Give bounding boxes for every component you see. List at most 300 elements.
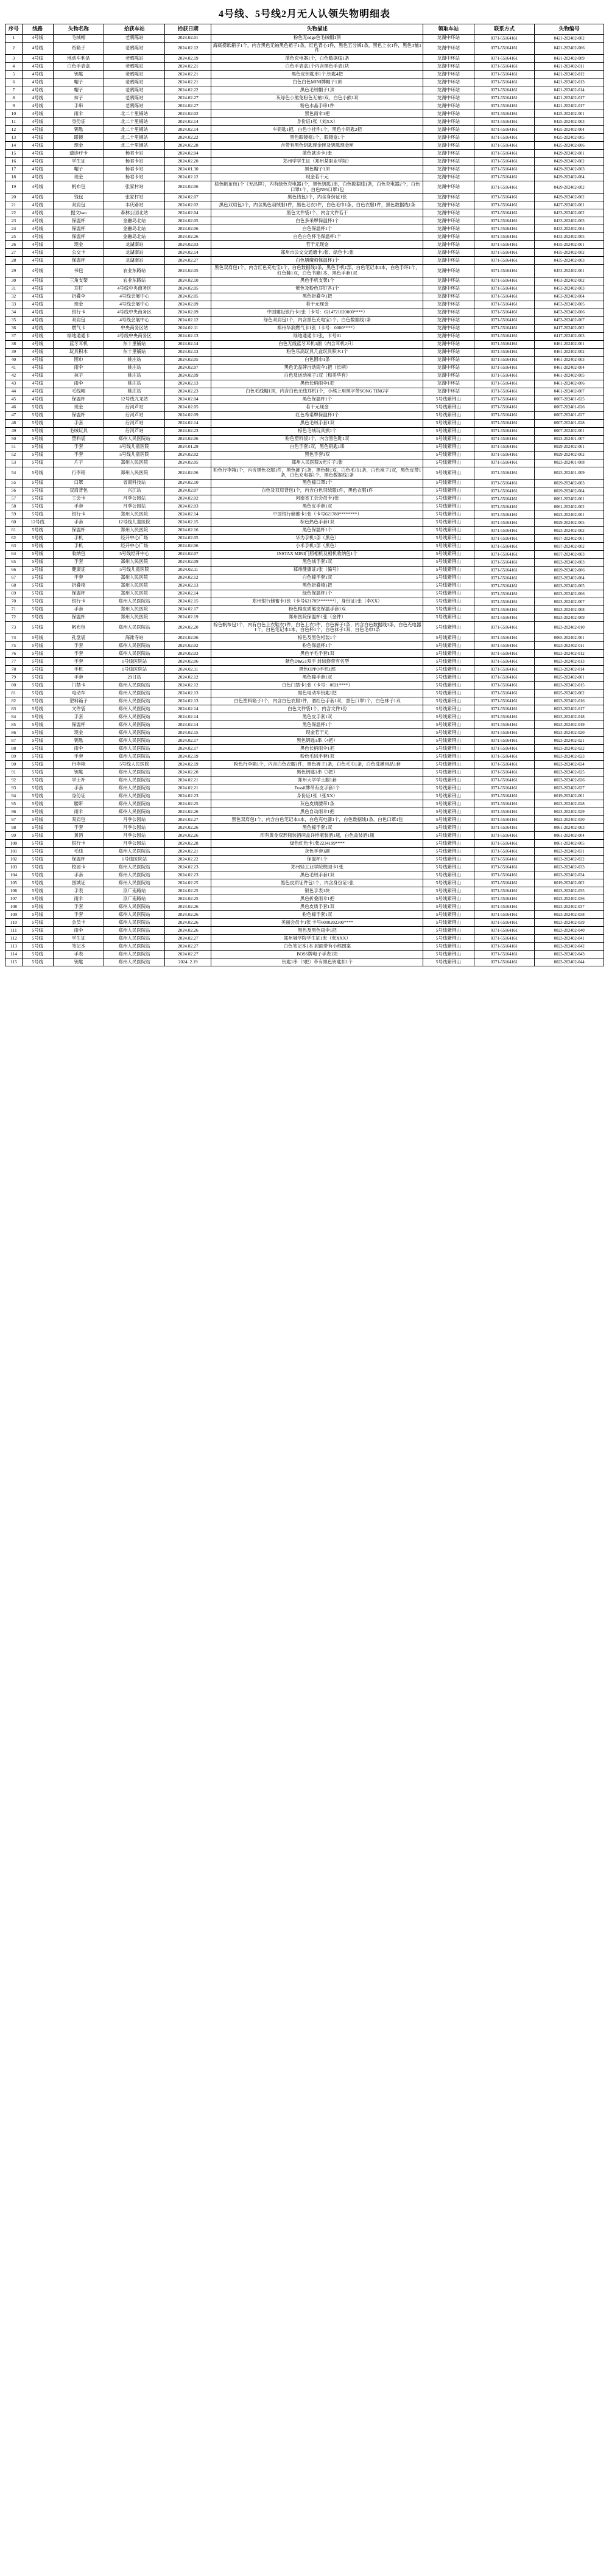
row-found-station: 郑州人民医院站 <box>104 689 165 697</box>
row-contact: 0371-55164161 <box>474 309 535 316</box>
row-item-name: 保温杯 <box>53 613 104 621</box>
row-description: 蓝色充电器1个，白色数据线1条 <box>211 55 423 63</box>
row-item-name: 塑料箱子 <box>53 697 104 705</box>
row-contact: 0371-55164161 <box>474 201 535 209</box>
row-description: 黑色眼镜框1个，眼镜盒1个 <box>211 134 423 142</box>
row-found-station: 老鸦陈站 <box>104 94 165 102</box>
row-item-number: 0435-202402-003 <box>535 257 604 265</box>
row-claim-station: 龙湖中环站 <box>423 277 474 285</box>
row-line: 4号线 <box>22 356 53 364</box>
row-description: 黑色绒手套1双 <box>211 558 423 566</box>
row-description: 棕色热色手套1双 <box>211 518 423 526</box>
row-item-number: 0461-202402-006 <box>535 380 604 388</box>
row-item-name: 帽子 <box>53 79 104 86</box>
row-line: 4号线 <box>22 110 53 118</box>
row-index: 1 <box>5 34 23 42</box>
row-item-number: 0061-202402-002 <box>535 503 604 511</box>
row-claim-station: 5号线紫荆山 <box>423 621 474 634</box>
row-contact: 0371-55164161 <box>474 225 535 233</box>
table-row <box>5 134 604 142</box>
row-index: 42 <box>5 372 23 380</box>
row-description: 若干元现金 <box>211 301 423 309</box>
row-line: 4号线 <box>22 332 53 340</box>
row-index: 41 <box>5 364 23 372</box>
row-found-date: 2024.02.14 <box>164 705 211 713</box>
row-index: 50 <box>5 435 23 443</box>
row-found-station: 郑州人民医院站 <box>104 621 165 634</box>
row-found-station: 郑州人民医院 <box>104 511 165 518</box>
row-contact: 0371-55164161 <box>474 951 535 958</box>
row-index: 3 <box>5 55 23 63</box>
row-item-number: 0453-202402-006 <box>535 309 604 316</box>
row-contact: 0371-55164161 <box>474 745 535 753</box>
row-index: 63 <box>5 542 23 550</box>
row-item-number: 0433-202402-002 <box>535 209 604 217</box>
row-found-date: 2024.02.17 <box>164 745 211 753</box>
row-claim-station: 5号线紫荆山 <box>423 895 474 903</box>
row-description: 黑色皮手套1双 <box>211 713 423 721</box>
row-contact: 0371-55164161 <box>474 558 535 566</box>
row-item-name: 手套 <box>53 824 104 832</box>
row-item-number: 0453-202402-002 <box>535 277 604 285</box>
row-item-number: 0023-202402-040 <box>535 927 604 935</box>
table-row <box>5 194 604 201</box>
row-item-name: 双肩包 <box>53 316 104 324</box>
row-item-name: 雨伞 <box>53 808 104 816</box>
row-item-number: 0023-202402-013 <box>535 658 604 666</box>
row-found-station: 郑州人民医院站 <box>104 682 165 689</box>
row-item-number: 0023-202402-019 <box>535 721 604 729</box>
table-row <box>5 427 604 435</box>
row-item-number: 0023-202402-031 <box>535 848 604 856</box>
row-line: 5号线 <box>22 419 53 427</box>
row-item-number: 0461-202402-005 <box>535 372 604 380</box>
lost-items-document <box>0 0 609 975</box>
row-item-number: 0023-202402-039 <box>535 919 604 927</box>
row-line: 5号线 <box>22 879 53 887</box>
row-line: 5号线 <box>22 832 53 840</box>
table-row <box>5 63 604 71</box>
row-claim-station: 5号线紫荆山 <box>423 642 474 650</box>
row-found-date: 2024.02.20 <box>164 621 211 634</box>
row-line: 5号线 <box>22 427 53 435</box>
row-claim-station: 5号线紫荆山 <box>423 598 474 606</box>
table-row <box>5 658 604 666</box>
row-claim-station: 5号线紫荆山 <box>423 903 474 911</box>
row-contact: 0371-55164161 <box>474 721 535 729</box>
row-claim-station: 龙湖中环站 <box>423 241 474 249</box>
table-row <box>5 79 604 86</box>
row-contact: 0371-55164161 <box>474 856 535 864</box>
row-found-station: 郑州人民医院站 <box>104 598 165 606</box>
row-found-station: 月季公园站 <box>104 832 165 840</box>
row-contact: 0371-55164161 <box>474 674 535 682</box>
row-contact: 0371-55164161 <box>474 658 535 666</box>
row-claim-station: 5号线紫荆山 <box>423 550 474 558</box>
row-item-name: 雨伞 <box>53 110 104 118</box>
table-row <box>5 34 604 42</box>
row-found-date: 2024.02.23 <box>164 871 211 879</box>
row-found-date: 2024.02.22 <box>164 856 211 864</box>
row-item-number: 0429-202402-002 <box>535 194 604 201</box>
row-description: 绿色保温杯1个 <box>211 590 423 598</box>
row-contact: 0371-55164161 <box>474 816 535 824</box>
row-claim-station: 龙湖中环站 <box>423 86 474 94</box>
row-found-date: 2024.02.11 <box>164 566 211 574</box>
row-found-station: 郑州人民医院站 <box>104 792 165 800</box>
row-index: 25 <box>5 233 23 241</box>
row-description: 白色文件袋1个，内含文件1份 <box>211 705 423 713</box>
row-item-number: 0061-202402-003 <box>535 824 604 832</box>
row-item-name: 手套 <box>53 558 104 566</box>
row-found-date: 2024.02.14 <box>164 249 211 257</box>
row-item-number: 0023-202402-004 <box>535 574 604 582</box>
table-row <box>5 71 604 79</box>
row-found-station: 姚庄站 <box>104 372 165 380</box>
table-row <box>5 598 604 606</box>
row-contact: 0371-55164161 <box>474 753 535 761</box>
row-found-date: 2024.02.14 <box>164 721 211 729</box>
row-item-name: 帆布包 <box>53 621 104 634</box>
row-description: 粉色棉手套1双 <box>211 911 423 919</box>
row-claim-station: 5号线紫荆山 <box>423 951 474 958</box>
table-row <box>5 86 604 94</box>
row-index: 18 <box>5 173 23 181</box>
table-row <box>5 566 604 574</box>
row-claim-station: 龙湖中环站 <box>423 324 474 332</box>
row-line: 4号线 <box>22 94 53 102</box>
row-index: 86 <box>5 729 23 737</box>
row-contact: 0371-55164161 <box>474 301 535 309</box>
table-row <box>5 761 604 769</box>
row-item-name: 雨伞 <box>53 927 104 935</box>
row-found-station: 北二十里铺站 <box>104 118 165 126</box>
table-row <box>5 233 604 241</box>
row-claim-station: 5号线紫荆山 <box>423 808 474 816</box>
row-description: 紫色及粉色耳钉各1个 <box>211 285 423 293</box>
row-line: 5号线 <box>22 666 53 674</box>
row-item-number: 0023-202402-042 <box>535 943 604 951</box>
row-item-number: 0023-202402-015 <box>535 682 604 689</box>
row-line: 5号线 <box>22 769 53 777</box>
row-item-name: 围巾 <box>53 356 104 364</box>
row-index: 43 <box>5 380 23 388</box>
col-index: 序号 <box>5 24 23 35</box>
row-index: 71 <box>5 606 23 613</box>
row-found-station: 郑州人民医院站 <box>104 903 165 911</box>
row-line: 5号线 <box>22 542 53 550</box>
row-item-name: 行李箱 <box>53 761 104 769</box>
row-contact: 0371-55164161 <box>474 542 535 550</box>
row-claim-station: 5号线紫荆山 <box>423 518 474 526</box>
row-index: 68 <box>5 582 23 590</box>
row-index: 37 <box>5 332 23 340</box>
row-found-date: 2024.02.10 <box>164 479 211 487</box>
row-claim-station: 5号线紫荆山 <box>423 816 474 824</box>
row-index: 87 <box>5 737 23 745</box>
row-description: 灰色手套1副 <box>211 848 423 856</box>
row-found-date: 2024.02.09 <box>164 301 211 309</box>
row-index: 110 <box>5 919 23 927</box>
row-item-name: 钥匙 <box>53 737 104 745</box>
table-row <box>5 435 604 443</box>
row-description: 银色手表1块 <box>211 887 423 895</box>
row-line: 5号线 <box>22 792 53 800</box>
row-index: 73 <box>5 621 23 634</box>
row-found-date: 2024.02.19 <box>164 613 211 621</box>
row-line: 5号线 <box>22 840 53 848</box>
row-found-station: 后河芦站 <box>104 419 165 427</box>
table-row <box>5 340 604 348</box>
row-item-name: 手套 <box>53 871 104 879</box>
row-found-station: 农业东路站 <box>104 265 165 277</box>
row-line: 5号线 <box>22 682 53 689</box>
row-description: 黑色折叠伞1把 <box>211 293 423 301</box>
table-row <box>5 800 604 808</box>
row-claim-station: 5号线紫荆山 <box>423 634 474 642</box>
row-index: 28 <box>5 257 23 265</box>
table-row <box>5 534 604 542</box>
row-item-number: 0461-202402-007 <box>535 388 604 396</box>
row-found-date: 2024.02.16 <box>164 526 211 534</box>
row-found-station: 郑州人民医院站 <box>104 435 165 443</box>
table-row <box>5 142 604 150</box>
row-contact: 0371-55164161 <box>474 110 535 118</box>
row-contact: 0371-55164161 <box>474 621 535 634</box>
row-description: 黑色皮质证件包1个，内含身份证1张 <box>211 879 423 887</box>
row-line: 5号线 <box>22 658 53 666</box>
row-index: 46 <box>5 403 23 411</box>
row-description: 黑色手套1双 <box>211 451 423 459</box>
row-contact: 0371-55164161 <box>474 173 535 181</box>
row-found-date: 2024.02.02 <box>164 201 211 209</box>
row-item-number: 0007-202401-026 <box>535 403 604 411</box>
row-item-name: 折叠伞 <box>53 293 104 301</box>
row-description: 白色毛线帽1顶，内含白色无线耳机1个，小熊上用黑字带SONG TING字 <box>211 388 423 396</box>
table-row <box>5 613 604 621</box>
row-description: 黑色保温杯1个 <box>211 526 423 534</box>
row-description: 钥匙1串（3把）带有黑色钥匙扣1个 <box>211 958 423 966</box>
row-claim-station: 龙湖中环站 <box>423 309 474 316</box>
row-found-station: 北二十里铺站 <box>104 126 165 134</box>
row-contact: 0371-55164161 <box>474 102 535 110</box>
row-index: 97 <box>5 816 23 824</box>
row-item-number: 0023-202401-008 <box>535 459 604 467</box>
row-found-station: 金融岛北站 <box>104 225 165 233</box>
row-index: 13 <box>5 134 23 142</box>
row-found-date: 2024.02.21 <box>164 79 211 86</box>
row-found-date: 2024.02.13 <box>164 697 211 705</box>
row-contact: 0371-55164161 <box>474 682 535 689</box>
table-row <box>5 745 604 753</box>
row-contact: 0371-55164161 <box>474 194 535 201</box>
row-index: 88 <box>5 745 23 753</box>
row-description: 郑州健康证1张（偏号） <box>211 566 423 574</box>
row-index: 79 <box>5 674 23 682</box>
row-contact: 0371-55164161 <box>474 550 535 558</box>
row-item-number: 0425-202402-001 <box>535 110 604 118</box>
row-found-station: 郑州人民医院站 <box>104 879 165 887</box>
row-index: 53 <box>5 459 23 467</box>
row-index: 92 <box>5 777 23 784</box>
row-index: 31 <box>5 285 23 293</box>
row-found-station: 5号线儿童医院 <box>104 566 165 574</box>
row-description: 含带有黑色钥匙现金匣及钥匙现金匣 <box>211 142 423 150</box>
row-claim-station: 5号线紫荆山 <box>423 606 474 613</box>
row-line: 5号线 <box>22 919 53 927</box>
table-row <box>5 249 604 257</box>
row-found-date: 2024.02.28 <box>164 142 211 150</box>
row-found-date: 2024.02.28 <box>164 840 211 848</box>
row-found-date: 2024.02.17 <box>164 737 211 745</box>
row-found-station: 郑州人民医院 <box>104 574 165 582</box>
row-index: 103 <box>5 864 23 871</box>
row-found-date: 2024.02.05 <box>164 534 211 542</box>
row-description: 郑州医院保温杯1张（金件） <box>211 613 423 621</box>
row-found-station: 老鸦陈站 <box>104 79 165 86</box>
row-item-name: 耳钉 <box>53 285 104 293</box>
row-index: 23 <box>5 217 23 225</box>
row-contact: 0371-55164161 <box>474 792 535 800</box>
row-item-number: 0453-202402-001 <box>535 265 604 277</box>
row-contact: 0371-55164161 <box>474 348 535 356</box>
row-contact: 0371-55164161 <box>474 705 535 713</box>
row-claim-station: 5号线紫荆山 <box>423 919 474 927</box>
row-description: 灰色皮质腰带1条 <box>211 800 423 808</box>
row-item-name: 门禁卡 <box>53 682 104 689</box>
row-line: 5号线 <box>22 459 53 467</box>
row-item-name: 电动车 <box>53 689 104 697</box>
row-found-date: 2024.02.14 <box>164 118 211 126</box>
table-row <box>5 642 604 650</box>
row-index: 64 <box>5 550 23 558</box>
row-line: 5号线 <box>22 590 53 598</box>
row-found-date: 2024.02.07 <box>164 487 211 495</box>
row-description: 棕色帆布包1个（无品牌），内有绿色充电器1个，黑色钥匙1串，白色数据线1条，白色充电器2个，白色口罩1个，白色N95口罩1包 <box>211 181 423 194</box>
row-item-name: 片子 <box>53 459 104 467</box>
row-found-station: 后河芦站 <box>104 411 165 419</box>
row-found-station: 12号线儿童医院 <box>104 518 165 526</box>
row-item-number: 0023-202402-038 <box>535 911 604 919</box>
row-found-station: 京广南路站 <box>104 887 165 895</box>
row-line: 4号线 <box>22 241 53 249</box>
row-description: 黑色文件袋1个，内含文件若干 <box>211 209 423 217</box>
row-line: 4号线 <box>22 126 53 134</box>
row-item-name: 收纳包 <box>53 550 104 558</box>
row-line: 4号线 <box>22 173 53 181</box>
row-item-name: 钥匙 <box>53 126 104 134</box>
table-row <box>5 518 604 526</box>
row-index: 48 <box>5 419 23 427</box>
row-item-name: 毛绒玩具 <box>53 427 104 435</box>
row-line: 5号线 <box>22 621 53 634</box>
row-claim-station: 5号线紫荆山 <box>423 451 474 459</box>
table-body <box>5 34 604 966</box>
row-contact: 0371-55164161 <box>474 613 535 621</box>
row-claim-station: 龙湖中环站 <box>423 34 474 42</box>
row-claim-station: 龙湖中环站 <box>423 94 474 102</box>
row-found-station: 郑州人民医院站 <box>104 650 165 658</box>
table-row <box>5 443 604 451</box>
row-item-number: 0435-202402-001 <box>535 241 604 249</box>
row-item-name: 三角支架 <box>53 277 104 285</box>
row-index: 24 <box>5 225 23 233</box>
row-contact: 0371-55164161 <box>474 427 535 435</box>
row-found-date: 2024.02.06 <box>164 542 211 550</box>
row-item-number: 0019-202402-001 <box>535 792 604 800</box>
row-found-date: 2024.02.15 <box>164 729 211 737</box>
row-index: 45 <box>5 396 23 403</box>
row-index: 82 <box>5 697 23 705</box>
row-line: 5号线 <box>22 582 53 590</box>
row-line: 5号线 <box>22 784 53 792</box>
row-claim-station: 5号线紫荆山 <box>423 682 474 689</box>
row-line: 5号线 <box>22 951 53 958</box>
row-found-date: 2024.02.03 <box>164 650 211 658</box>
row-found-date: 2024.02.22 <box>164 86 211 94</box>
row-found-station: 郑州人民医院站 <box>104 927 165 935</box>
table-row <box>5 479 604 487</box>
row-index: 14 <box>5 142 23 150</box>
row-description: 黑色羊毛手套1双 <box>211 650 423 658</box>
row-found-station: 杨君卡站 <box>104 158 165 166</box>
table-row <box>5 650 604 658</box>
row-contact: 0371-55164161 <box>474 257 535 265</box>
row-found-date: 2024.02.27 <box>164 943 211 951</box>
row-found-date: 2024.02.11 <box>164 324 211 332</box>
row-contact: 0371-55164161 <box>474 606 535 613</box>
row-found-station: 1号线医院站 <box>104 856 165 864</box>
row-line: 5号线 <box>22 800 53 808</box>
table-row <box>5 848 604 856</box>
row-item-name: 现金 <box>53 301 104 309</box>
row-found-station: 郑州人民医院站 <box>104 642 165 650</box>
row-item-name: 钥匙 <box>53 958 104 966</box>
row-claim-station: 5号线紫荆山 <box>423 840 474 848</box>
row-found-date: 2024.02.19 <box>164 55 211 63</box>
row-item-number: 0461-202402-001 <box>535 340 604 348</box>
row-index: 35 <box>5 316 23 324</box>
row-description: 粉色行李箱1个，内含白色衣服1件，黑色裤子1条，白色毛巾1条，白色洗漱用品1套 <box>211 761 423 769</box>
row-contact: 0371-55164161 <box>474 233 535 241</box>
row-index: 89 <box>5 753 23 761</box>
row-contact: 0371-55164161 <box>474 824 535 832</box>
row-description: 郑州华润燃气卡1张（卡号：0000****） <box>211 324 423 332</box>
row-description: 郑州学学生证（郑州某职业学院） <box>211 158 423 166</box>
row-contact: 0371-55164161 <box>474 879 535 887</box>
row-contact: 0371-55164161 <box>474 181 535 194</box>
row-found-date: 2024.02.05 <box>164 356 211 364</box>
row-item-name: 现金 <box>53 729 104 737</box>
row-item-number: 0453-202402-003 <box>535 285 604 293</box>
table-row <box>5 935 604 943</box>
row-line: 5号线 <box>22 856 53 864</box>
row-item-number: 0023-202402-001 <box>535 511 604 518</box>
row-contact: 0371-55164161 <box>474 958 535 966</box>
row-item-name: 手套 <box>53 674 104 682</box>
row-contact: 0371-55164161 <box>474 761 535 769</box>
row-claim-station: 5号线紫荆山 <box>423 411 474 419</box>
row-found-date: 2024.02.02 <box>164 642 211 650</box>
row-index: 47 <box>5 411 23 419</box>
row-item-name: 保温杯 <box>53 233 104 241</box>
row-index: 15 <box>5 150 23 158</box>
table-row <box>5 217 604 225</box>
row-item-number: 0029-202402-003 <box>535 479 604 487</box>
row-contact: 0371-55164161 <box>474 840 535 848</box>
row-contact: 0371-55164161 <box>474 919 535 927</box>
col-contact: 联系方式 <box>474 24 535 35</box>
